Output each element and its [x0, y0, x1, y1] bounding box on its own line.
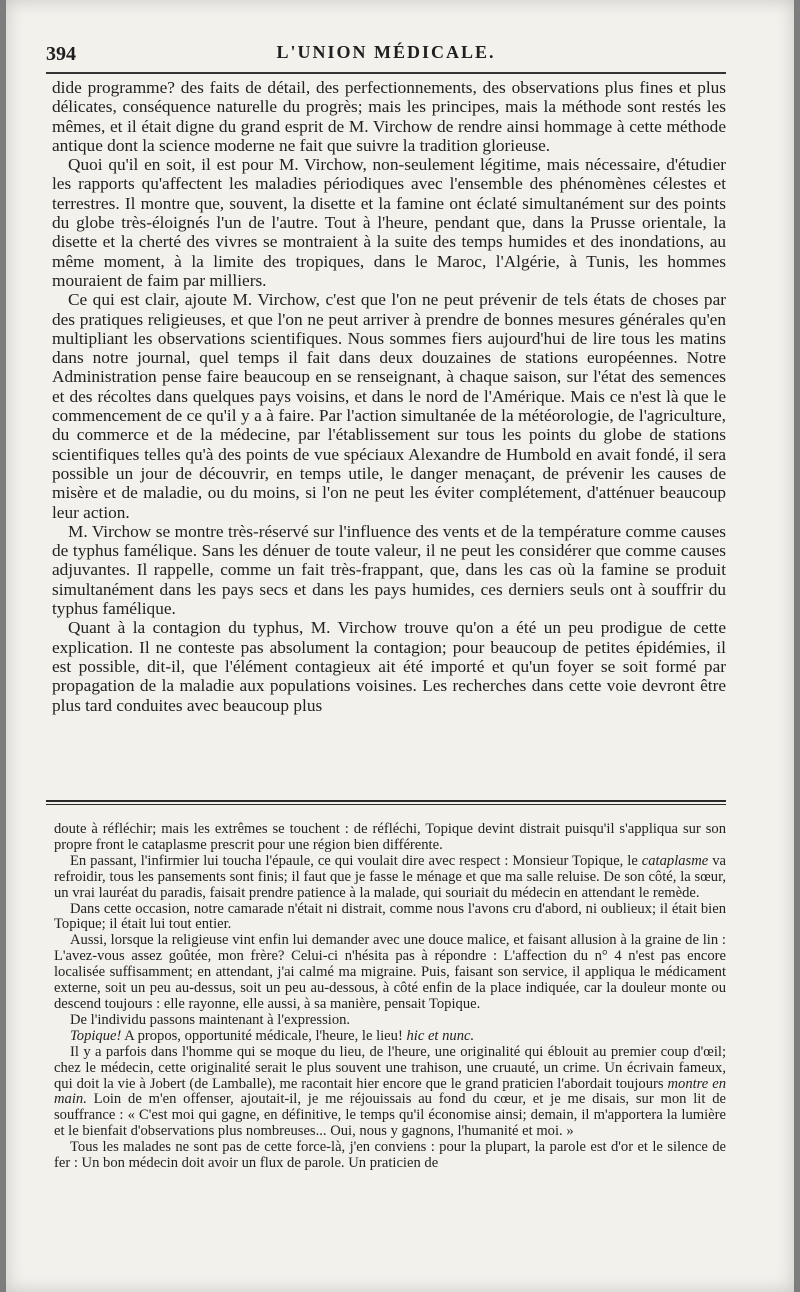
- document-page: [6, 0, 794, 1292]
- feuilleton-paragraph: Tous les malades ne sont pas de cette force-là, j'en conviens : pour la plupart, la parole est d'or et le silence de fer : Un bon médecin doit avoir un flux de parole. Un praticien de: [54, 1139, 726, 1172]
- header-rule: [46, 72, 726, 74]
- italic-text: cataplasme: [641, 852, 709, 869]
- paragraph: dide programme? des faits de détail, des perfectionnements, des observations plus fines et plus délicates, conséquence naturelle du progrès; mais les principes, mais la méthode sont restés les mêmes, et il était digne du grand esprit de M. Virchow de rendre ainsi hommage à cette méthode antique dont la science moderne ne fait que suivre la tradition glorieuse.: [52, 78, 726, 155]
- text-run: va refroidir, tous les pansements sont finis; il faut que je fasse le ménage et que ma salle reluise. De son côté, la sœur, un vrai lauréat du paradis, faisait prendre patience à la malade, qui souriait du médecin en attendant le remède.: [54, 852, 726, 901]
- feuilleton-paragraph: [54, 1045, 726, 1140]
- feuilleton-paragraph: Dans cette occasion, notre camarade n'était ni distrait, comme nous l'avons cru d'abord, ni oublieux; il était bien Topique; il était lui tout entier.: [54, 900, 726, 933]
- feuilleton-paragraph: Aussi, lorsque la religieuse vint enfin lui demander avec une douce malice, et faisant allusion à la graine de lin : L'avez-vous assez goûtée, mon frère? Celui-ci n'hésita pas à répondre : L'affection du n° 4 n'est pas encore localisée suffisamment; en attendant, j'ai calmé ma migraine. Puis, faisant son service, il appliqua le médicament externe, soit un peu au-dessus, soit un peu au-dessous, à côté enfin de la place indiquée, car la douleur monte ou descend toujours : elle rayonne, elle aussi, à sa manière, pensait Topique.: [54, 932, 726, 1012]
- page-number: 394: [46, 43, 76, 65]
- feuilleton-paragraph: [54, 854, 726, 902]
- page-header: [46, 40, 726, 68]
- main-article: [52, 78, 726, 715]
- feuilleton-separator: [46, 800, 726, 805]
- paragraph: Ce qui est clair, ajoute M. Virchow, c'est que l'on ne peut prévenir de tels états de choses par des pratiques religieuses, et que l'on ne peut arriver à prendre de bonnes mesures générales qu'en multipliant les observations scientifiques. Nous sommes fiers aujourd'hui de lire tous les matins dans notre journal, quel temps il fait dans deux douzaines de stations européennes. Notre Administration pense faire beaucoup en se renseignant, à chaque saison, sur l'état des semences et des récoltes dans quelques pays voisins, et dans le nord de l'Amérique. Mais ce n'est là que le commencement de ce qu'il y a à faire. Par l'action simultanée de la météorologie, de l'agriculture, du commerce et de la médecine, par l'établissement sur tous les points du globe de stations scientifiques telles qu'à des points de vue spéciaux Alexandre de Humbold en avait fondé, il sera possible un jour de découvrir, en temps utile, le danger menaçant, de prévenir les causes de misère et de maladie, ou du moins, si l'on ne peut les éviter complétement, d'atténuer beaucoup leur action.: [52, 290, 726, 522]
- feuilleton-section: [54, 822, 726, 1172]
- text-run: Il y a parfois dans l'homme qui se moque du lieu, de l'heure, une originalité qui éblouit au premier coup d'œil; chez le médecin, cette originalité serait le plus souvent une trahison, une cruauté, un crime. Un écrivain fameux, qui doit la vie à Jobert (de Lamballe), me racontait hier encore que le grand praticien l'abordait toujours: [54, 1043, 726, 1092]
- text-run: Loin de m'en offenser, ajoutait-il, je me réjouissais au fond du cœur, et je me disais, sur mon lit de souffrance : « C'est moi qui gagne, en définitive, le temps qu'il économise ainsi; demain, il m'apportera la lumière et le bienfait d'observations plus nombreuses... Oui, nous y gagnons, l'humanité et moi. »: [54, 1091, 726, 1140]
- feuilleton-paragraph: [54, 1029, 726, 1045]
- italic-text: hic et nunc.: [406, 1027, 475, 1044]
- feuilleton-paragraph: doute à réfléchir; mais les extrêmes se touchent : de réfléchi, Topique devint distrait puisqu'il s'appliqua sur son propre front le cataplasme prescrit pour une région bien différente.: [54, 821, 726, 853]
- paragraph: M. Virchow se montre très-réservé sur l'influence des vents et de la température comme causes de typhus famélique. Sans les dénuer de toute valeur, il ne peut les considérer que comme causes adjuvantes. Il rappelle, comme un fait très-frappant, que, dans les cas où la famine se produit simultanément dans les pays secs et dans les pays humides, ces derniers seuls ont à souffrir du typhus famélique.: [52, 521, 726, 619]
- text-run: A propos, opportunité médicale, l'heure, le lieu!: [121, 1027, 407, 1044]
- text-run: En passant, l'infirmier lui toucha l'épaule, ce qui voulait dire avec respect : Monsieur Topique, le: [70, 852, 642, 869]
- italic-text: montre en main.: [54, 1075, 726, 1108]
- feuilleton-paragraph: De l'individu passons maintenant à l'expression.: [70, 1011, 351, 1028]
- paragraph: Quant à la contagion du typhus, M. Virchow trouve qu'on a été un peu prodigue de cette explication. Il ne conteste pas absolument la contagion; pour beaucoup de petites épidémies, il est possible, dit-il, que l'élément contagieux ait été importé et qu'un foyer se soit formé par propagation de la maladie aux populations voisines. Les recherches dans cette voie devront être plus tard conduites avec beaucoup plus: [52, 618, 726, 715]
- paragraph: Quoi qu'il en soit, il est pour M. Virchow, non-seulement légitime, mais nécessaire, d'étudier les rapports qu'affectent les maladies périodiques avec l'ensemble des phénomènes célestes et terrestres. Il montre que, souvent, la disette et la famine ont éclaté simultanément sur des points du globe très-éloignés l'un de l'autre. Tout à l'heure, pendant que, dans la Prusse orientale, la disette et la cherté des vivres se montraient à la suite des temps humides et des inondations, au même moment, à la limite des tropiques, dans le Maroc, l'Algérie, à Tunis, les hommes mouraient de faim par milliers.: [52, 155, 726, 290]
- running-title: L'UNION MÉDICALE.: [276, 42, 496, 62]
- italic-text: Topique!: [70, 1027, 122, 1044]
